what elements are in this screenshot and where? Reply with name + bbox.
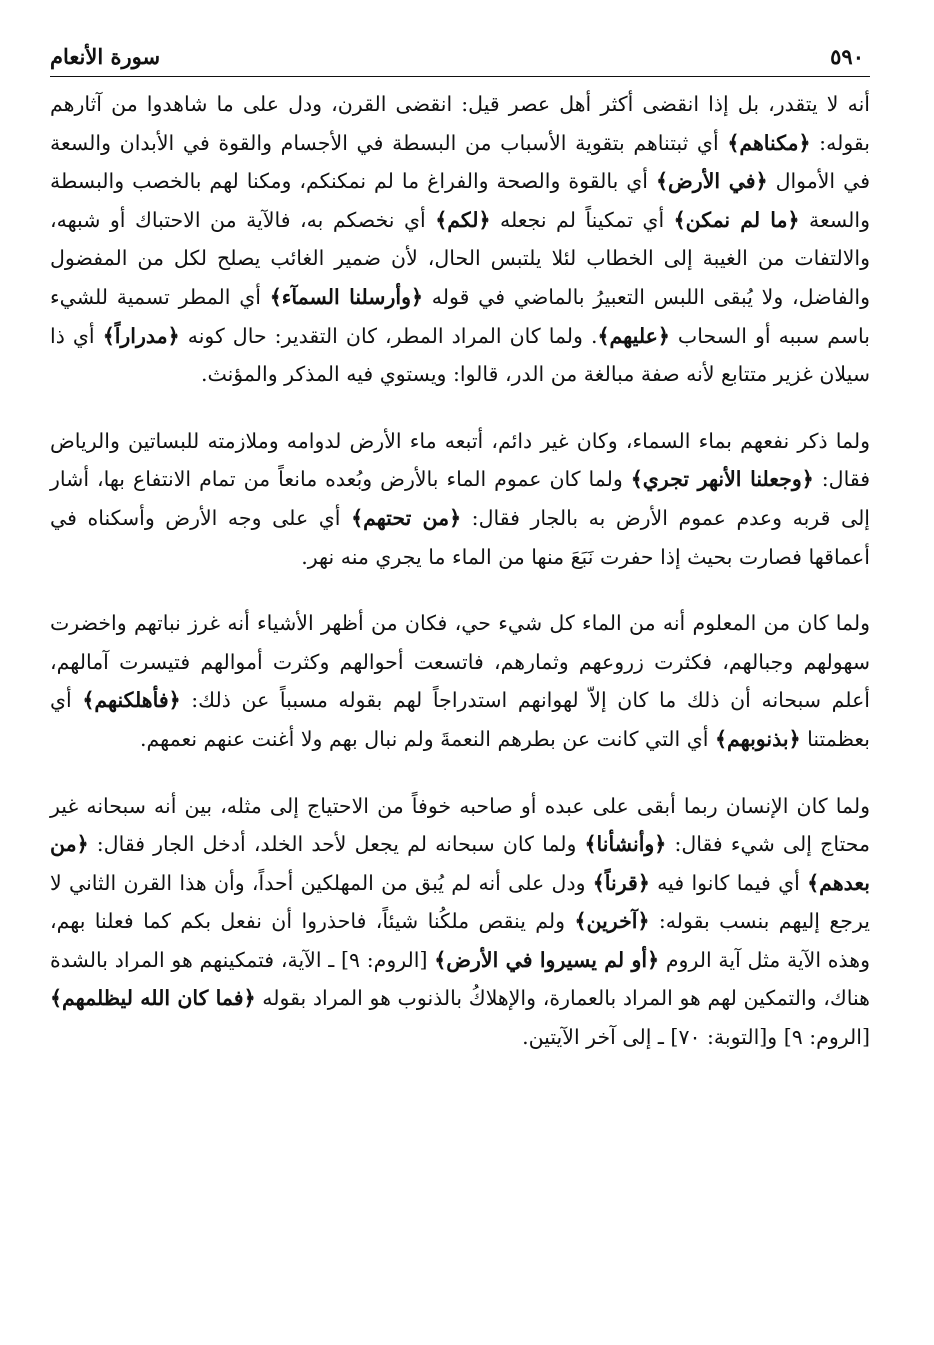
- text-segment: [الروم: ٩] ـ الآية، فتمكينهم هو المراد بالشدة هناك، والتمكين لهم هو المراد بالعمارة، والإهلاكُ بالذنوب هو المراد بقوله: [50, 947, 870, 1011]
- quran-quote: ﴿بذنوبهم﴾: [715, 726, 801, 751]
- text-segment: أنه لا يتقدر، بل إذا انقضى أكثر أهل عصر قيل: انقضى القرن، ودل على ما شاهدوا من آثارهم بقوله:: [50, 92, 870, 155]
- quran-quote: ﴿في الأرض﴾: [656, 169, 768, 194]
- quran-quote: ﴿فأهلكنهم﴾: [82, 688, 181, 713]
- page-body: [50, 85, 870, 1057]
- quran-quote: ﴿لكم﴾: [435, 207, 491, 232]
- quran-quote: ﴿عليهم﴾: [597, 323, 670, 348]
- text-segment: أي ذا سيلان غزير متتابع لأنه صفة مبالغة من الدر، قالوا: ويستوي فيه المذكر والمؤنث.: [50, 323, 870, 387]
- quran-quote: ﴿ما لم نمكن﴾: [673, 207, 800, 232]
- page-number: ٥٩٠: [830, 44, 864, 69]
- page-header: [50, 38, 870, 77]
- text-segment: ولما كان عموم الماء بالأرض وبُعده مانعاً من تمام الانتفاع بها، أشار إلى قربه وعدم عموم الأرض به بالجار فقال:: [50, 467, 871, 530]
- text-segment: [الروم: ٩] و[التوبة: ٧٠] ـ إلى آخر الآيتين.: [522, 1025, 870, 1050]
- text-segment: أي نخصكم به، فالآية من الاحتباك أو شبهه، والالتفات من الغيبة إلى الخطاب لئلا يلتبس الحال، لأن ضمير الغائب يصلح لكل من المفضول والفاضل، ولا يُبقى اللبس التعبيرُ بالماضي في قوله: [50, 207, 870, 309]
- paragraph-2: [50, 422, 870, 576]
- text-segment: أي التي كانت عن بطرهم النعمةَ ولم نبال بهم ولا أغنت عنهم نعمهم.: [139, 726, 715, 751]
- text-segment: أي تمكيناً لم نجعله: [490, 207, 674, 232]
- paragraph-4: [50, 787, 870, 1057]
- text-segment: أي المطر تسمية للشيء باسم سببه أو السحاب: [50, 284, 870, 348]
- text-segment: . ولما كان المراد المطر، كان التقدير: حال كونه: [179, 323, 598, 348]
- text-segment: ولم ينقص ملكُنا شيئاً، فاحذروا أن نفعل بكم كما فعلنا بهم، وهذه الآية مثل آية الروم: [50, 909, 870, 972]
- paragraph-1: [50, 85, 870, 394]
- text-segment: ودل على أنه لم يُبق من المهلكين أحداً، وأن هذا القرن الثاني لا يرجع إليهم بنسب بقوله:: [50, 870, 870, 934]
- quran-quote: ﴿وأنشأنا﴾: [584, 832, 667, 857]
- quran-quote: ﴿من بعدهم﴾: [50, 832, 870, 895]
- quran-quote: ﴿أو لم يسيروا في الأرض﴾: [434, 947, 660, 972]
- text-segment: أي على وجه الأرض وأسكناه في أعماقها فصارت بحيث إذا حفرت نَبَعَ منها من الماء ما يجري منه نهر.: [50, 505, 870, 569]
- text-segment: أي ثبتناهم بتقوية الأسباب من البسطة في الأجسام والقوة في الأبدان والسعة في الأموال: [50, 130, 871, 194]
- text-segment: أي فيما كانوا فيه: [649, 870, 808, 895]
- paragraph-3: [50, 604, 870, 758]
- quran-quote: ﴿مدراراً﴾: [102, 323, 180, 348]
- text-segment: أي بالقوة والصحة والفراغ ما لم نمكنكم، ومكنا لهم بالخصب والبسطة والسعة: [50, 169, 870, 232]
- text-segment: ولما كان من المعلوم أنه من الماء كل شيء حي، فكان من أظهر الأشياء أنه غرز نباتهم واخضرت سهولهم وجبالهم، فكثرت زروعهم وثمارهم، فاتسعت أحوالهم وكثرت أموالهم فتيسرت آمالهم، أعلم سبحانه أن ذلك ما كان إلاّ لهوانهم استدراجاً لهم بقوله مسبباً عن ذلك:: [50, 611, 870, 713]
- quran-quote: ﴿آخرين﴾: [574, 909, 650, 934]
- text-segment: ولما كان الإنسان ربما أبقى على عبده أو صاحبه خوفاً من الاحتياج إلى مثله، بين أنه سبحانه غير محتاج إلى شيء فقال:: [50, 793, 870, 857]
- text-segment: ولما ذكر نفعهم بماء السماء، وكان غير دائم، أتبعه ماء الأرض لدوامه وملازمته للبساتين والرياض فقال:: [50, 428, 870, 492]
- quran-quote: ﴿قرناً﴾: [592, 870, 650, 895]
- quran-quote: ﴿وجعلنا الأنهر تجري﴾: [630, 467, 814, 492]
- book-page: [50, 38, 870, 1085]
- quran-quote: ﴿فما كان الله ليظلمهم﴾: [50, 986, 256, 1011]
- quran-quote: ﴿من تحتهم﴾: [351, 505, 462, 530]
- text-segment: أي بعظمتنا: [50, 688, 870, 751]
- surah-title: سورة الأنعام: [50, 44, 161, 69]
- text-segment: ولما كان سبحانه لم يجعل لأحد الخلد، أدخل الجار فقال:: [88, 832, 585, 857]
- quran-quote: ﴿مكناهم﴾: [727, 130, 811, 155]
- quran-quote: ﴿وأرسلنا السمآء﴾: [269, 284, 423, 309]
